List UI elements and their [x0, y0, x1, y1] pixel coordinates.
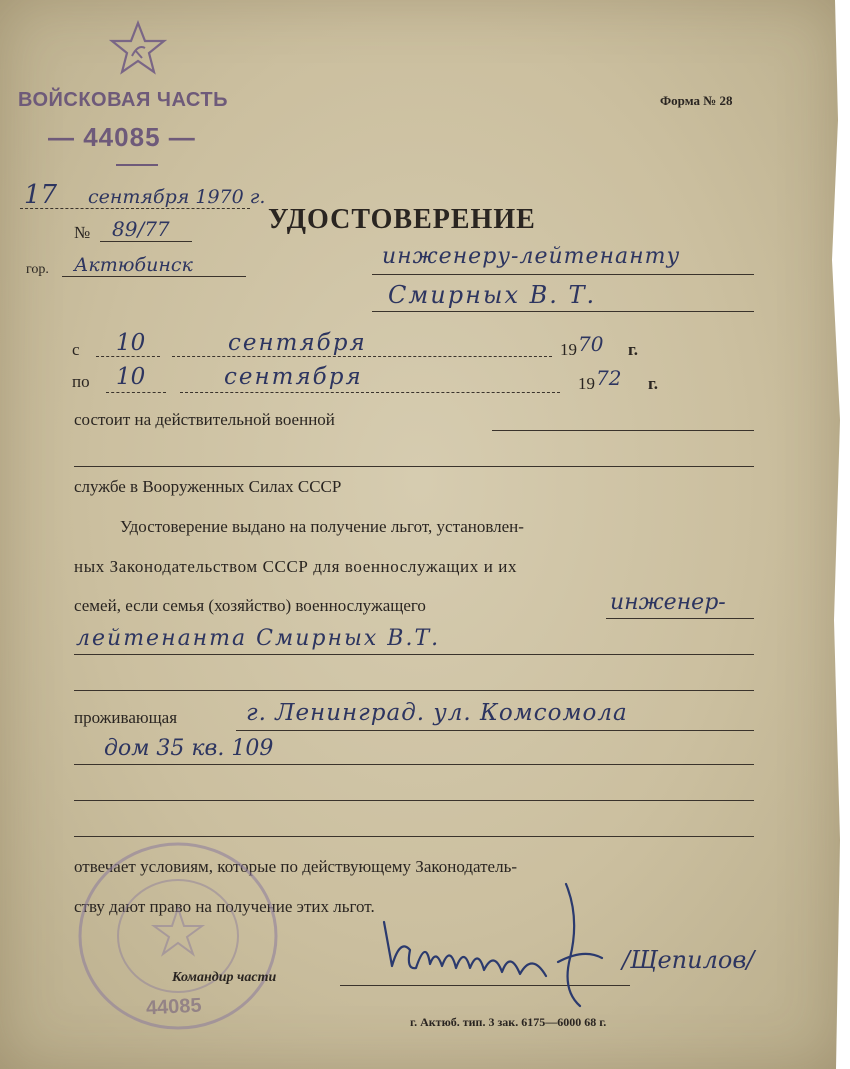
closing-line-1: отвечает условиям, которые по действующему Законодатель-	[74, 857, 517, 876]
residence-line-1	[236, 730, 754, 731]
from-month: сентября	[228, 330, 367, 356]
unit-label: ВОЙСКОВАЯ ЧАСТЬ	[18, 89, 228, 111]
family-line-2	[74, 654, 754, 655]
to-month: сентября	[224, 364, 363, 390]
from-year-printed: 19	[560, 340, 577, 359]
family-hand-2: лейтенанта Смирных В.Т.	[76, 626, 441, 651]
service-line-1: состоит на действительной военной	[74, 410, 335, 429]
service-line-2: службе в Вооруженных Силах СССР	[74, 477, 342, 496]
unit-number: — 44085 —	[48, 122, 196, 152]
residence-line-2	[74, 764, 754, 765]
document-title: УДОСТОВЕРЕНИЕ	[268, 204, 536, 235]
to-month-line	[180, 392, 560, 393]
residence-line-3	[74, 800, 754, 801]
signature-name: /Щепилов/	[622, 946, 755, 974]
from-year-suffix: г.	[628, 340, 639, 359]
closing-line-2: ству дают право на получение этих льгот.	[74, 897, 375, 916]
residence-prefix: проживающая	[74, 708, 178, 727]
family-hand-1: инженер-	[610, 590, 726, 615]
service-fill-line-1	[492, 430, 754, 431]
to-year-suffix: г.	[648, 374, 659, 393]
to-day-line	[106, 392, 166, 393]
paragraph-line-1: Удостоверение выдано на получение льгот, установлен-	[120, 517, 524, 536]
paragraph-line-2: ных Законодательством СССР для военнослужащих и их	[74, 557, 518, 576]
to-prefix: по	[72, 372, 90, 391]
star-emblem-icon	[108, 20, 168, 76]
recipient-rank-line	[372, 274, 754, 275]
doc-number: 89/77	[112, 217, 170, 241]
from-prefix: с	[72, 340, 80, 359]
paragraph-line-3: семей, если семья (хозяйство) военнослужащего	[74, 596, 426, 615]
recipient-rank: инженеру-лейтенанту	[382, 244, 681, 269]
doc-number-line	[100, 241, 192, 242]
from-month-line	[172, 356, 552, 357]
doc-number-prefix: №	[74, 223, 91, 242]
stamp-divider	[116, 164, 158, 166]
date-line	[20, 208, 250, 209]
city-prefix: гор.	[26, 262, 49, 277]
to-day: 10	[116, 364, 146, 390]
signature-label: Командир части	[172, 970, 277, 985]
city-line	[62, 276, 246, 277]
date-day: 17	[24, 180, 58, 210]
from-year-hand: 70	[578, 332, 604, 356]
residence-hand-2: дом 35 кв. 109	[104, 736, 274, 761]
to-year-hand: 72	[596, 366, 622, 390]
printer-imprint: г. Актюб. тип. 3 зак. 6175—6000 68 г.	[410, 1015, 607, 1029]
family-line-3	[74, 690, 754, 691]
form-number: Форма № 28	[660, 93, 733, 108]
recipient-name: Смирных В. Т.	[388, 281, 597, 309]
service-fill-line-2	[74, 466, 754, 467]
recipient-name-line	[372, 311, 754, 312]
to-year-printed: 19	[578, 374, 595, 393]
handwritten-signature	[370, 878, 630, 1008]
from-day-line	[96, 356, 160, 357]
family-line-1	[606, 618, 754, 619]
round-stamp-number: 44085	[145, 994, 203, 1020]
city-name: Актюбинск	[74, 254, 193, 276]
from-day: 10	[116, 330, 146, 356]
residence-hand-1: г. Ленинград. ул. Комсомола	[246, 700, 628, 726]
date-text: сентября 1970 г.	[88, 186, 266, 208]
